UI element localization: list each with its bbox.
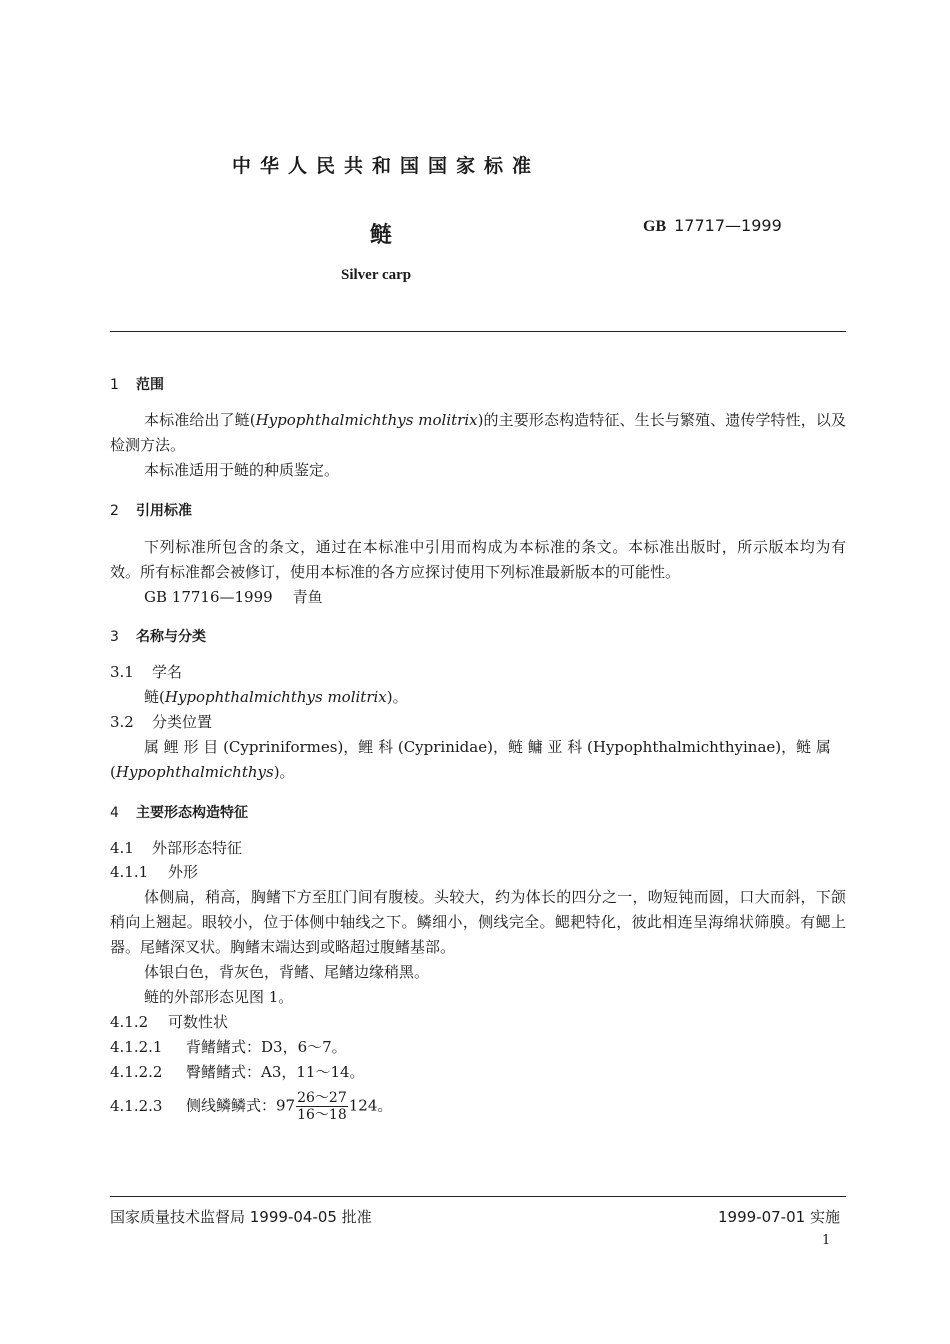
approval-date: 国家质量技术监督局 1999-04-05 批准 [110,1208,372,1226]
subsection-title: 可数性状 [168,1013,229,1031]
subsection-number: 4.1.2 [110,1013,149,1031]
standard-code [643,216,782,236]
dorsal-fin-formula [110,1036,347,1057]
subsection-4-1-heading [110,837,242,858]
text: 本标准给出了鲢( [144,411,256,429]
latin-name: Hypophthalmichthys molitrix [255,411,478,429]
scale-fraction [296,1090,348,1123]
section-1-para-1 [110,408,846,458]
taxonomy-line-1: 属 鲤 形 目 (Cypriniformes)，鲤 科 (Cyprinidae)，鲢 鳙 亚 科 (Hypophthalmichthyinae)，鲢 属 [144,738,831,756]
scientific-name [144,685,408,710]
section-1-para-2: 本标准适用于鲢的种质鉴定。 [144,461,340,479]
ref-code: GB 17716—1999 [144,588,273,606]
item-number: 4.1.2.1 [110,1038,163,1056]
fraction-numerator: 26～27 [297,1090,347,1106]
subsection-number: 3.1 [110,663,134,681]
standard-code-prefix: GB [643,218,667,235]
subsection-4-1-1-heading [110,861,198,882]
latin-name: Hypophthalmichthys [115,763,274,781]
section-number: 4 [110,805,119,821]
section-2-heading [110,500,192,520]
subsection-3-1-heading [110,661,182,682]
subsection-number: 4.1.1 [110,863,149,881]
taxonomy-line-2: (Hypophthalmichthys)。 [110,763,295,781]
text: )。 [273,763,295,781]
footer-divider [110,1196,846,1197]
subsection-number: 3.2 [110,713,134,731]
coloration-paragraph: 体银白色，背灰色，背鳍、尾鳍边缘稍黑。 [144,963,430,981]
section-3-heading [110,626,206,646]
section-number: 3 [110,629,119,645]
english-title: Silver carp [341,267,412,283]
anal-fin-formula [110,1061,365,1082]
document-title: 鲢 [370,222,393,248]
latin-name: Hypophthalmichthys molitrix [164,688,387,706]
section-title: 范围 [136,377,164,393]
item-number: 4.1.2.2 [110,1063,163,1081]
item-number: 4.1.2.3 [110,1096,163,1115]
item-tail: 124。 [348,1096,393,1115]
subsection-3-2-heading [110,711,212,732]
subsection-title: 外形 [168,863,199,881]
morphology-paragraph: 体侧扁，稍高，胸鳍下方至肛门间有腹棱。头较大，约为体长的四分之一，吻短钝而圆，口大而斜，下颌稍向上翘起。眼较小，位于体侧中轴线之下。鳞细小，侧线完全。鳃耙特化，彼此相连呈海绵状筛膜。有鳃上器。尾鳍深叉状。胸鳍末端达到或略超过腹鳍基部。 [110,888,846,956]
lateral-line-scale-formula [110,1090,392,1123]
item-text: 背鳍鳍式：D3，6～7。 [186,1038,347,1056]
subsection-title: 分类位置 [152,713,213,731]
section-number: 2 [110,503,119,519]
referenced-standard [144,585,323,610]
effective-date: 1999-07-01 实施 [718,1208,840,1226]
section-2-para-1: 下列标准所包含的条文，通过在本标准中引用而构成为本标准的条文。本标准出版时，所示版本均为有效。所有标准都会被修订，使用本标准的各方应探讨使用下列标准最新版本的可能性。 [110,538,846,581]
section-title: 主要形态构造特征 [136,805,248,821]
item-text: 臀鳍鳍式：A3，11～14。 [186,1063,365,1081]
standard-code-number: 17717—1999 [674,216,782,235]
text: 鲢( [144,688,165,706]
header-divider [110,331,846,332]
section-title: 名称与分类 [136,629,206,645]
ref-name: 青鱼 [292,588,323,606]
subsection-number: 4.1 [110,839,134,857]
subsection-title: 外部形态特征 [152,839,243,857]
fraction-denominator: 16～18 [297,1107,347,1123]
section-1-heading [110,374,164,394]
text: )的主要形态构造特征、生长与繁殖、遗传学特性，以及检测方法。 [110,411,846,454]
subsection-4-1-2-heading [110,1011,228,1032]
subsection-title: 学名 [152,663,183,681]
section-title: 引用标准 [136,503,192,519]
text: )。 [386,688,408,706]
issuing-organization: 中华人民共和国国家标准 [232,155,541,177]
page-number: 1 [822,1233,831,1248]
section-4-heading [110,802,248,822]
item-label: 侧线鳞鳞式：97 [186,1096,296,1115]
section-number: 1 [110,377,119,393]
figure-reference: 鲢的外部形态见图 1。 [144,988,294,1006]
